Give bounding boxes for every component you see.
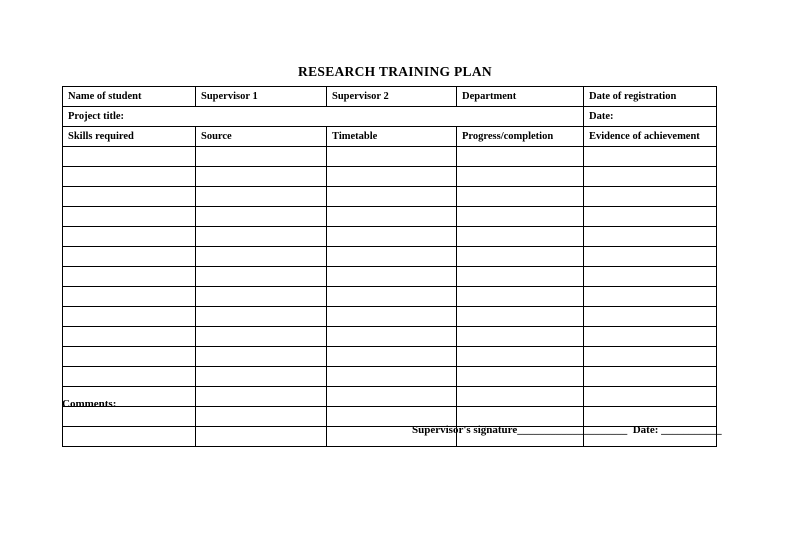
table-row: [63, 227, 717, 247]
column-header-skills-required[interactable]: Skills required: [63, 127, 196, 147]
table-cell-empty[interactable]: [63, 307, 196, 327]
table-cell-empty[interactable]: [196, 187, 327, 207]
table-cell-empty[interactable]: [457, 267, 584, 287]
table-row: [63, 247, 717, 267]
table-cell-empty[interactable]: [327, 227, 457, 247]
table-cell-empty[interactable]: [584, 247, 717, 267]
table-row: [63, 267, 717, 287]
table-row: [63, 327, 717, 347]
table-cell-empty[interactable]: [196, 307, 327, 327]
table-cell-empty[interactable]: [584, 387, 717, 407]
table-cell-empty[interactable]: [327, 147, 457, 167]
table-row: [63, 387, 717, 407]
table-cell-empty[interactable]: [63, 227, 196, 247]
table-cell-empty[interactable]: [584, 167, 717, 187]
table-cell-empty[interactable]: [63, 207, 196, 227]
table-cell-empty[interactable]: [327, 187, 457, 207]
table-cell-empty[interactable]: [327, 327, 457, 347]
table-cell-empty[interactable]: [196, 267, 327, 287]
table-cell-empty[interactable]: [327, 347, 457, 367]
table-cell-empty[interactable]: [63, 147, 196, 167]
table-cell-empty[interactable]: [457, 307, 584, 327]
table-cell-empty[interactable]: [584, 287, 717, 307]
table-cell-empty[interactable]: [584, 267, 717, 287]
table-cell-empty[interactable]: [457, 167, 584, 187]
column-header-timetable[interactable]: Timetable: [327, 127, 457, 147]
table-cell-empty[interactable]: [584, 307, 717, 327]
table-cell-empty[interactable]: [196, 327, 327, 347]
table-cell-empty[interactable]: [327, 247, 457, 267]
table-cell-empty[interactable]: [457, 207, 584, 227]
supervisor-signature-line[interactable]: Supervisor's signature____________________ Date: ___________: [412, 424, 722, 436]
table-cell-empty[interactable]: [457, 147, 584, 167]
table-cell-empty[interactable]: [457, 387, 584, 407]
table-cell-empty[interactable]: [196, 427, 327, 447]
table-cell-empty[interactable]: [457, 227, 584, 247]
table-cell-empty[interactable]: [584, 327, 717, 347]
table-cell-empty[interactable]: [457, 347, 584, 367]
table-row: [63, 187, 717, 207]
table-cell-empty[interactable]: [584, 147, 717, 167]
table-cell-empty[interactable]: [584, 347, 717, 367]
project-title-cell[interactable]: Project title:: [63, 107, 584, 127]
table-cell-empty[interactable]: [196, 147, 327, 167]
table-cell-empty[interactable]: [63, 167, 196, 187]
table-cell-empty[interactable]: [327, 267, 457, 287]
table-cell-empty[interactable]: [584, 367, 717, 387]
table-cell-empty[interactable]: [63, 287, 196, 307]
column-header-source[interactable]: Source: [196, 127, 327, 147]
table-row-column-headers: [63, 127, 717, 147]
comments-label: Comments:: [62, 398, 117, 410]
project-date-cell[interactable]: Date:: [584, 107, 717, 127]
table-cell-empty[interactable]: [63, 187, 196, 207]
table-cell-empty[interactable]: [584, 187, 717, 207]
table-row: [63, 347, 717, 367]
table-cell-empty[interactable]: [457, 367, 584, 387]
table-cell-empty[interactable]: [584, 207, 717, 227]
header-cell-supervisor-1[interactable]: Supervisor 1: [196, 87, 327, 107]
table-cell-empty[interactable]: [327, 307, 457, 327]
table-cell-empty[interactable]: [196, 367, 327, 387]
table-cell-empty[interactable]: [196, 347, 327, 367]
table-row-project-title: [63, 107, 717, 127]
table-row: [63, 167, 717, 187]
header-cell-department[interactable]: Department: [457, 87, 584, 107]
table-cell-empty[interactable]: [196, 387, 327, 407]
table-cell-empty[interactable]: [457, 247, 584, 267]
table-row: [63, 287, 717, 307]
table-cell-empty[interactable]: [327, 207, 457, 227]
table-cell-empty[interactable]: [457, 187, 584, 207]
table-cell-empty[interactable]: [63, 427, 196, 447]
table-cell-empty[interactable]: [63, 327, 196, 347]
table-cell-empty[interactable]: [196, 247, 327, 267]
table-cell-empty[interactable]: [196, 207, 327, 227]
plan-table: [62, 86, 717, 447]
table-cell-empty[interactable]: [63, 347, 196, 367]
header-cell-date-of-registration[interactable]: Date of registration: [584, 87, 717, 107]
table-row: [63, 367, 717, 387]
table-cell-empty[interactable]: [457, 287, 584, 307]
table-cell-empty[interactable]: [196, 227, 327, 247]
table-cell-empty[interactable]: [196, 167, 327, 187]
column-header-progress-completion[interactable]: Progress/completion: [457, 127, 584, 147]
header-cell-name-of-student[interactable]: Name of student: [63, 87, 196, 107]
table-cell-empty[interactable]: [63, 247, 196, 267]
table-cell-empty[interactable]: [196, 287, 327, 307]
header-cell-supervisor-2[interactable]: Supervisor 2: [327, 87, 457, 107]
table-row: [63, 307, 717, 327]
table-cell-empty[interactable]: [327, 287, 457, 307]
table-row: [63, 207, 717, 227]
table-row: [63, 147, 717, 167]
table-cell-empty[interactable]: [63, 367, 196, 387]
table-cell-empty[interactable]: [327, 167, 457, 187]
column-header-evidence-of-achievement[interactable]: Evidence of achievement: [584, 127, 717, 147]
page-title: RESEARCH TRAINING PLAN: [298, 64, 492, 79]
table-cell-empty[interactable]: [457, 327, 584, 347]
table-cell-empty[interactable]: [584, 227, 717, 247]
table-row-header: [63, 87, 717, 107]
blank-rows-body: [63, 147, 717, 447]
table-cell-empty[interactable]: [327, 367, 457, 387]
table-cell-empty[interactable]: [63, 267, 196, 287]
table-cell-empty[interactable]: [196, 407, 327, 427]
table-cell-empty[interactable]: [327, 387, 457, 407]
research-training-plan-table: [62, 86, 716, 447]
